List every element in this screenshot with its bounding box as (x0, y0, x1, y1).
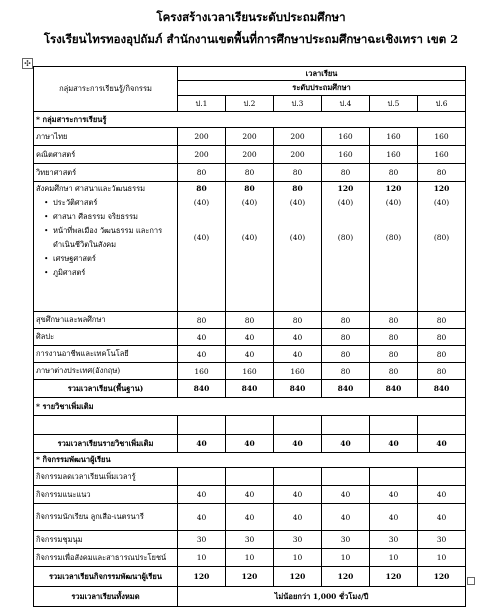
header-grade: ป.1 (178, 96, 226, 112)
cell-value: 40 (418, 504, 466, 531)
cell-value: (40) (433, 198, 450, 207)
cell-value: 80 (322, 329, 370, 346)
cell-value: (40) (337, 198, 354, 207)
cell-value: 80 (418, 363, 466, 380)
cell-value: 80 (178, 164, 226, 182)
header-grade: ป.2 (226, 96, 274, 112)
cell-value: 30 (274, 531, 322, 549)
cell-value: 80 (418, 312, 466, 329)
cell-value: 160 (178, 363, 226, 380)
cell-value: 40 (226, 486, 274, 504)
table-row-grand-total (34, 587, 466, 607)
cell-value (226, 468, 274, 486)
bullet-icon: • (44, 268, 49, 277)
table-row (34, 128, 466, 146)
table-row-total (34, 567, 466, 587)
cell-value: 40 (274, 435, 322, 453)
header-primary-level: ระดับประถมศึกษา (178, 81, 466, 96)
sub-item: • เศรษฐศาสตร์ (36, 252, 175, 266)
cell-value: 40 (178, 346, 226, 363)
row-label: ศิลปะ (34, 329, 178, 346)
cell-value: 10 (322, 549, 370, 567)
cell-value: 200 (274, 128, 322, 146)
social-values-cell (322, 182, 370, 312)
table-row (34, 504, 466, 531)
cell-value: 40 (178, 329, 226, 346)
row-label: รวมเวลาเรียนทั้งหมด (34, 587, 178, 607)
bullet-icon: • (44, 198, 49, 207)
cell-value: 160 (274, 363, 322, 380)
cell-value: 120 (274, 567, 322, 587)
cell-value: (40) (193, 198, 210, 207)
cell-value: 10 (370, 549, 418, 567)
row-label: รวมเวลาเรียนกิจกรรมพัฒนาผู้เรียน (34, 567, 178, 587)
cell-value: 40 (274, 486, 322, 504)
section-core-subjects: * กลุ่มสาระการเรียนรู้ (34, 112, 466, 128)
cell-value: 840 (322, 380, 370, 398)
cell-value: 160 (322, 146, 370, 164)
cell-value: 160 (418, 128, 466, 146)
cell-value: 120 (178, 567, 226, 587)
cell-value: 80 (418, 346, 466, 363)
row-label: ภาษาต่างประเทศ(อังกฤษ) (34, 363, 178, 380)
grand-total-value: ไม่น้อยกว่า 1,000 ชั่วโมง/ปี (178, 587, 466, 607)
header-grade: ป.5 (370, 96, 418, 112)
social-values-cell (370, 182, 418, 312)
table-row (34, 329, 466, 346)
cell-value: 80 (292, 184, 303, 193)
table-row (34, 468, 466, 486)
cell-value (322, 468, 370, 486)
cell-value (178, 468, 226, 486)
row-label: ภาษาไทย (34, 128, 178, 146)
social-studies-cell (34, 182, 178, 312)
cell-value: (40) (193, 233, 210, 242)
table-row (34, 531, 466, 549)
bullet-icon: • (44, 212, 49, 221)
cell-value: 80 (322, 312, 370, 329)
sub-item: • ประวัติศาสตร์ (36, 196, 175, 210)
table-row (34, 363, 466, 380)
table-row (34, 486, 466, 504)
cell-value: 80 (274, 164, 322, 182)
table-row (34, 146, 466, 164)
cell-value: 40 (322, 486, 370, 504)
row-label: คณิตศาสตร์ (34, 146, 178, 164)
cell-value: 80 (178, 312, 226, 329)
table-row (34, 549, 466, 567)
table-row (34, 312, 466, 329)
row-label: กิจกรรมชุมนุม (34, 531, 178, 549)
cell-value: 80 (244, 184, 255, 193)
table-row-total (34, 380, 466, 398)
cell-value: (80) (337, 233, 354, 242)
cell-value: (80) (433, 233, 450, 242)
cell-value: 40 (322, 435, 370, 453)
header-subject-group: กลุ่มสาระการเรียนรู้/กิจกรรม (34, 67, 178, 112)
header-grade: ป.3 (274, 96, 322, 112)
cell-value: 40 (370, 486, 418, 504)
cell-value: 40 (418, 486, 466, 504)
cell-value: 120 (337, 184, 354, 193)
cell-value (418, 468, 466, 486)
row-label: สุขศึกษาและพลศึกษา (34, 312, 178, 329)
cell-value: 80 (418, 329, 466, 346)
row-label: รวมเวลาเรียนรายวิชาเพิ่มเติม (34, 435, 178, 453)
cell-value: 160 (418, 146, 466, 164)
cell-value: (40) (289, 198, 306, 207)
cell-value: 80 (370, 363, 418, 380)
cell-value: 200 (274, 146, 322, 164)
cell-value: 10 (274, 549, 322, 567)
row-label: วิทยาศาสตร์ (34, 164, 178, 182)
cell-value: 120 (433, 184, 450, 193)
cell-value: 200 (226, 146, 274, 164)
table-row (34, 346, 466, 363)
cell-value: (40) (385, 198, 402, 207)
cell-value: 40 (274, 329, 322, 346)
cell-value: 840 (226, 380, 274, 398)
cell-value: 40 (322, 504, 370, 531)
cell-value: 40 (178, 486, 226, 504)
cell-value: 40 (226, 329, 274, 346)
cell-value: 40 (274, 346, 322, 363)
bullet-icon: • (44, 254, 49, 263)
cell-value: 80 (322, 164, 370, 182)
table-move-handle-icon[interactable]: ✣ (22, 58, 33, 69)
cell-value: 80 (274, 312, 322, 329)
cell-value: 840 (178, 380, 226, 398)
social-values-cell (178, 182, 226, 312)
cell-value: 40 (418, 435, 466, 453)
cell-value: 40 (226, 346, 274, 363)
cell-value: 160 (370, 128, 418, 146)
sub-item: • ศาสนา ศีลธรรม จริยธรรม (36, 210, 175, 224)
sub-item: • หน้าที่พลเมือง วัฒนธรรม และการดำเนินชีวิตในสังคม (44, 226, 163, 249)
cell-value: 120 (418, 567, 466, 587)
table-row-social-studies (34, 182, 466, 312)
cell-value: 80 (370, 346, 418, 363)
time-structure-table (33, 66, 466, 607)
cell-value: 120 (226, 567, 274, 587)
cell-value (274, 468, 322, 486)
header-grade: ป.6 (418, 96, 466, 112)
row-label: กิจกรรมลดเวลาเรียนเพิ่มเวลารู้ (34, 468, 178, 486)
row-label: กิจกรรมนักเรียน ลูกเสือ-เนตรนารี (34, 504, 178, 531)
cell-value: 40 (178, 435, 226, 453)
social-values-cell (226, 182, 274, 312)
cell-value: 10 (226, 549, 274, 567)
social-values-cell (418, 182, 466, 312)
sub-item: • ภูมิศาสตร์ (36, 266, 175, 280)
cell-value: 10 (418, 549, 466, 567)
table-row (34, 164, 466, 182)
cell-value: 80 (418, 164, 466, 182)
cell-value: 840 (274, 380, 322, 398)
cell-value (370, 468, 418, 486)
cell-value: 40 (370, 435, 418, 453)
section-student-activities: * กิจกรรมพัฒนาผู้เรียน (34, 453, 466, 468)
cell-value: 80 (370, 329, 418, 346)
row-label: รวมเวลาเรียน(พื้นฐาน) (34, 380, 178, 398)
table-row-empty (34, 416, 466, 435)
cell-value: 80 (370, 312, 418, 329)
row-label: การงานอาชีพและเทคโนโลยี (34, 346, 178, 363)
cell-value: 120 (322, 567, 370, 587)
section-additional-subjects: * รายวิชาเพิ่มเติม (34, 398, 466, 416)
row-label: สังคมศึกษา ศาสนาและวัฒนธรรม (36, 184, 146, 193)
cell-value: 40 (178, 504, 226, 531)
cell-value: 80 (370, 164, 418, 182)
cell-value: 30 (226, 531, 274, 549)
cell-value: 840 (418, 380, 466, 398)
cell-value: 80 (226, 312, 274, 329)
bullet-icon: • (44, 226, 49, 235)
cell-value: (40) (289, 233, 306, 242)
document-title: โครงสร้างเวลาเรียนระดับประถมศึกษา (156, 10, 346, 24)
cell-value: 10 (178, 549, 226, 567)
cell-value: 160 (322, 128, 370, 146)
document-subtitle: โรงเรียนไทรทองอุปถัมภ์ สำนักงานเขตพื้นที่การศึกษาประถมศึกษาฉะเชิงเทรา เขต 2 (43, 32, 459, 46)
cell-value: 40 (226, 504, 274, 531)
cell-value: (40) (241, 198, 258, 207)
cell-value: 200 (226, 128, 274, 146)
table-resize-handle-icon[interactable] (467, 577, 475, 585)
cell-value: 120 (385, 184, 402, 193)
table-row-total (34, 435, 466, 453)
cell-value: 160 (370, 146, 418, 164)
cell-value: (40) (241, 233, 258, 242)
cell-value: 80 (226, 164, 274, 182)
row-label: กิจกรรมเพื่อสังคมและสาธารณประโยชน์ (34, 549, 178, 567)
cell-value: 40 (226, 435, 274, 453)
cell-value: 80 (322, 346, 370, 363)
cell-value: (80) (385, 233, 402, 242)
social-values-cell (274, 182, 322, 312)
cell-value: 80 (196, 184, 207, 193)
cell-value: 200 (178, 146, 226, 164)
row-label: กิจกรรมแนะแนว (34, 486, 178, 504)
cell-value: 40 (370, 504, 418, 531)
cell-value: 200 (178, 128, 226, 146)
cell-value: 30 (178, 531, 226, 549)
cell-value: 30 (370, 531, 418, 549)
cell-value: 80 (322, 363, 370, 380)
cell-value: 40 (274, 504, 322, 531)
cell-value: 160 (226, 363, 274, 380)
cell-value: 840 (370, 380, 418, 398)
cell-value: 30 (418, 531, 466, 549)
header-grade: ป.4 (322, 96, 370, 112)
cell-value: 30 (322, 531, 370, 549)
cell-value: 120 (370, 567, 418, 587)
header-study-time: เวลาเรียน (178, 67, 466, 81)
